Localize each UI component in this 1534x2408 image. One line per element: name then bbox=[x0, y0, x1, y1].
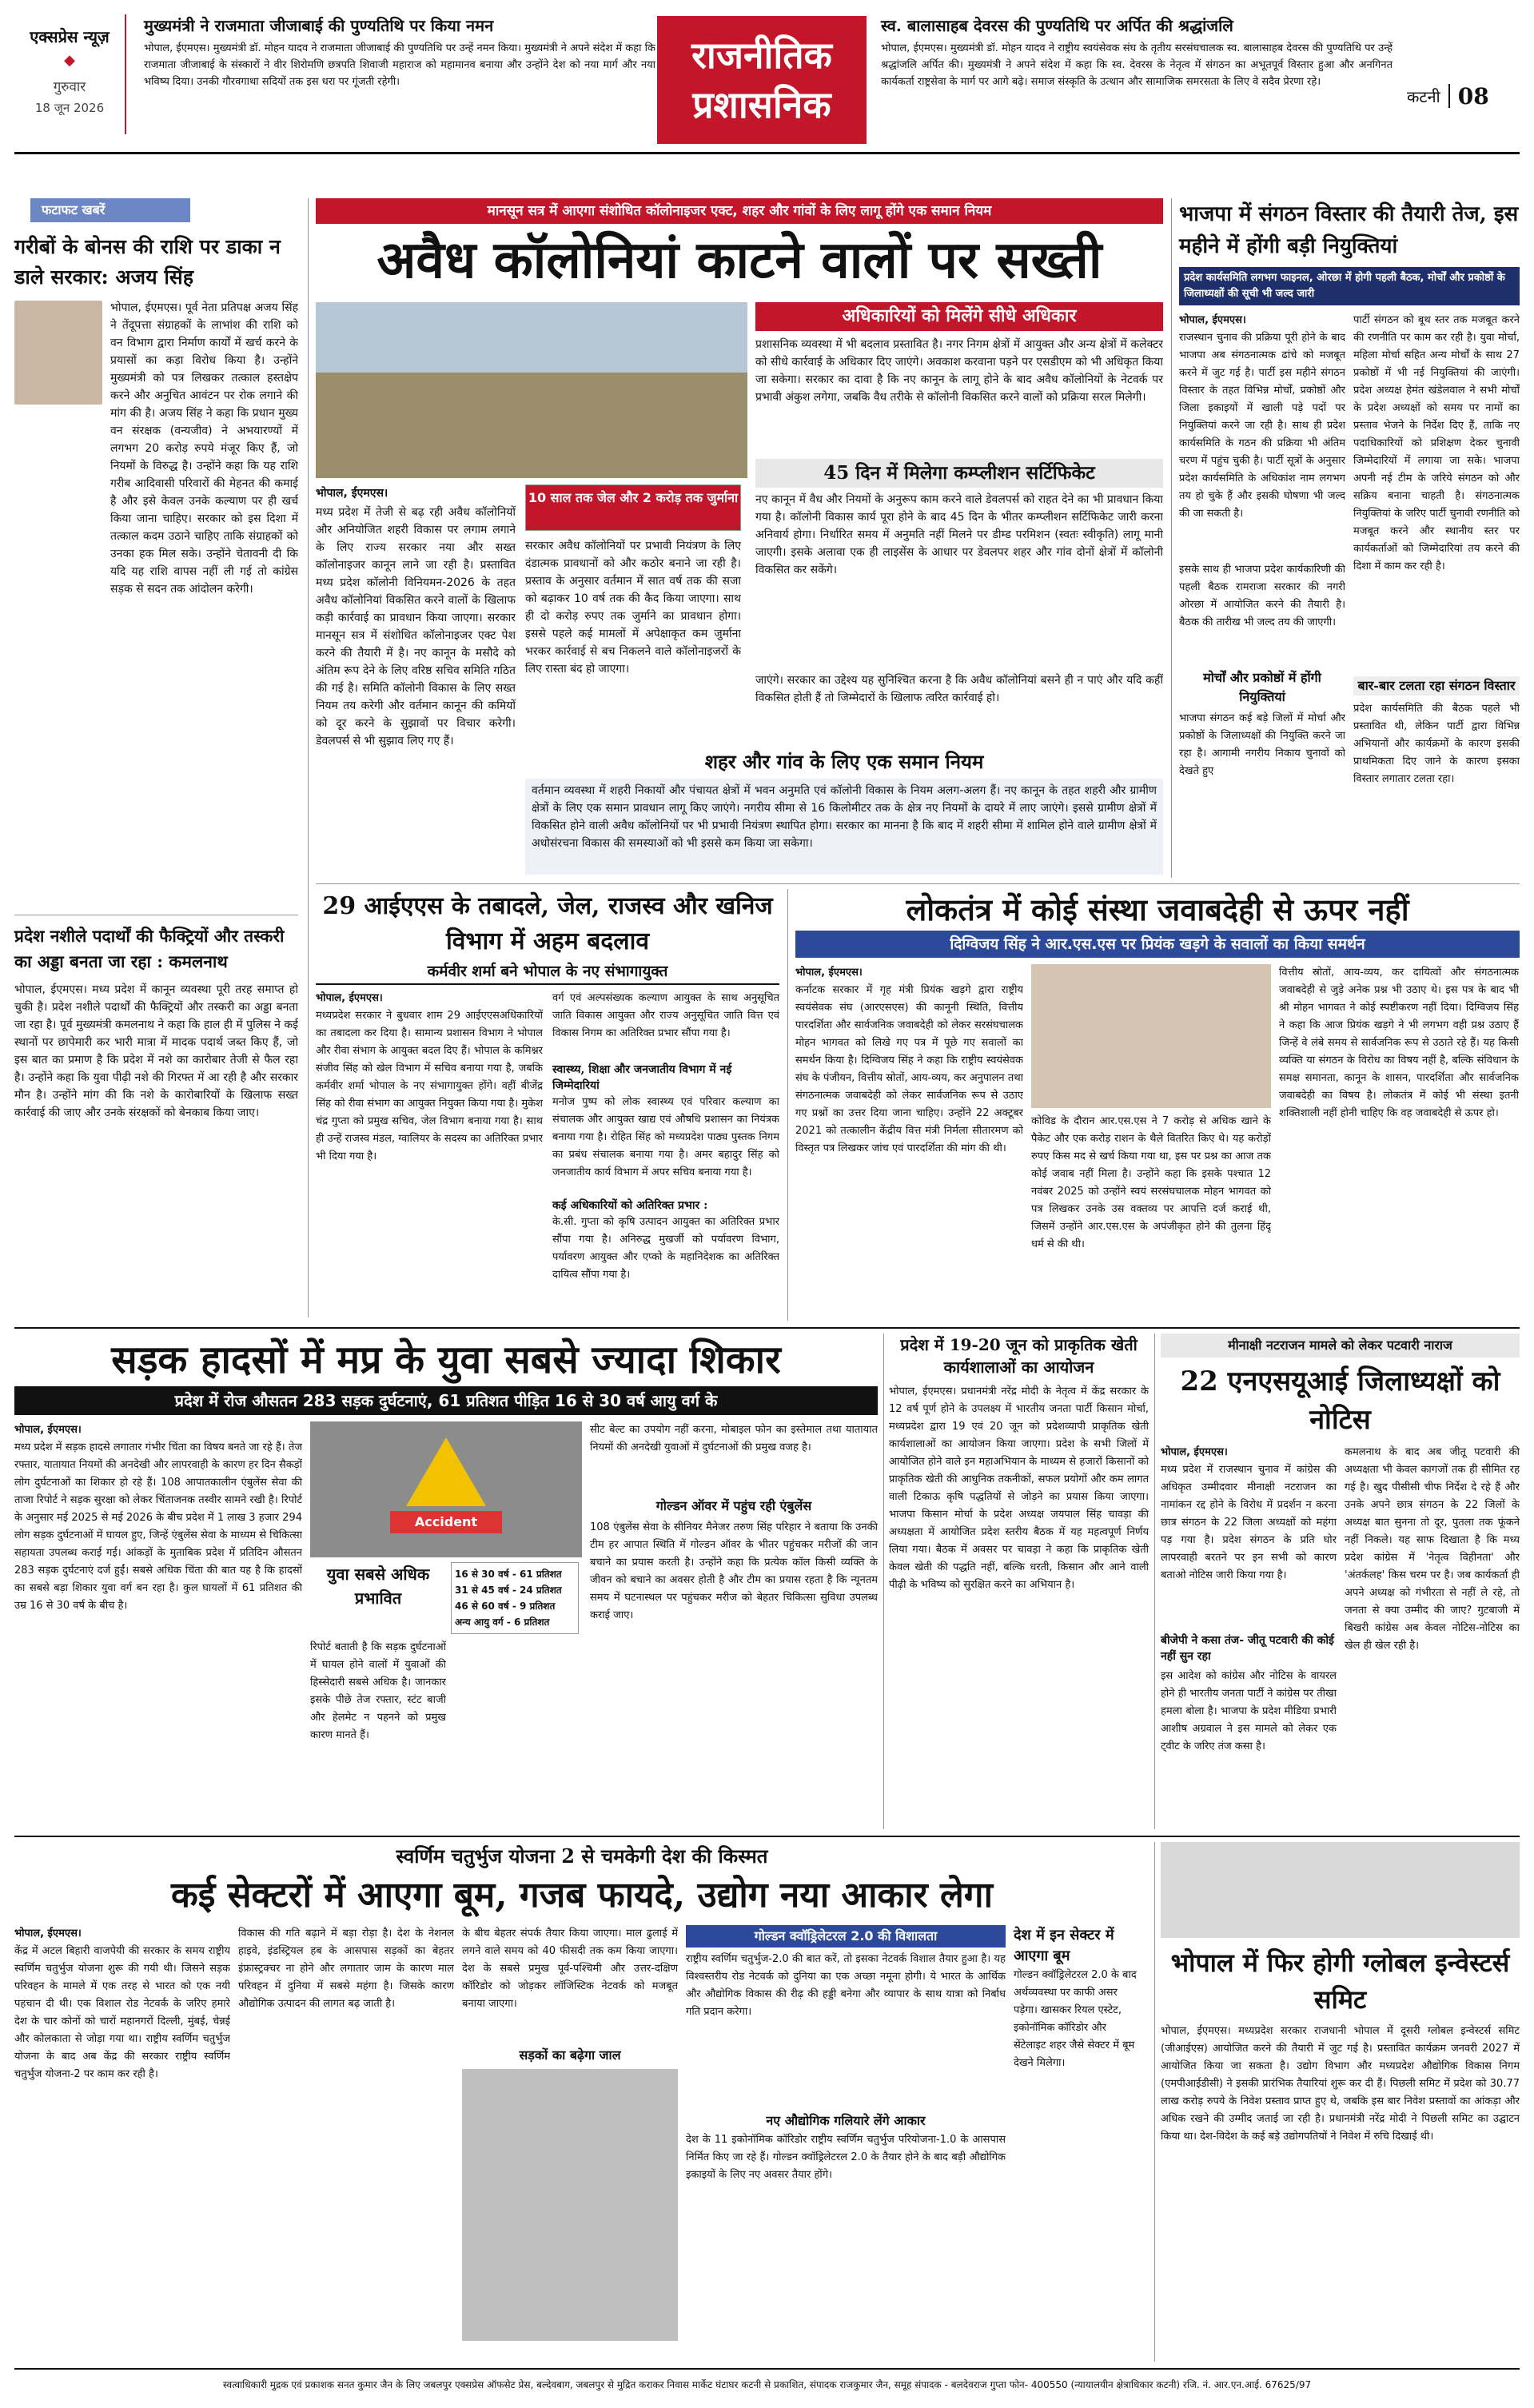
summit-photo bbox=[1161, 1842, 1520, 1938]
gq-col1: केंद्र में अटल बिहारी वाजपेयी की सरकार के समय राष्ट्रीय स्वर्णिम चतुर्भुज योजना शुरू की गयी थी। जिसने सड़क परिवहन के मामले में एक तरह से भारत को एक नयी पहचान दी थी। एक विशाल रोड नेटवर्क के जरिए हमारे देश के चार कोनों को चारों महानगरों दिल्ली, मुंबई, चेन्नई और कोलकाता से जोड़ा गया था। राष्ट्रीय स्वर्णिम चतुर्भुज योजना के बाद अब केंद्र की सरकार राष्ट्रीय स्वर्णिम चतुर्भुज योजना-2 पर काम कर रही है। bbox=[14, 1945, 230, 2080]
nsui-body1: मध्य प्रदेश में राजस्थान चुनाव में कांग्रेस की अधिकृत उम्मीदवार मीनाक्षी नटराजन का नामांकन रद्द होने के विरोध में प्रदर्शन न करना छात्र संगठन के 22 जिला अध्यक्षों को महंगा पड़ गया है। प्रदेश संगठन के प्रति घोर लापरवाही बरतने पर इन सभी को कारण बताओ नोटिस जारी किया गया है। bbox=[1161, 1464, 1337, 1581]
gq-col2: विकास की गति बढ़ाने में बड़ा रोड़ा है। देश के नेशनल हाइवे, इंडस्ट्रियल हब के आसपास सड़कों का बेहतर इंफ्रास्ट्रक्चर ना होने और लगातार जाम के कारण माल परिवहन में दुनिया में सबसे महंगा है। जिसके कारण औद्योगिक उत्पादन की लागत बढ़ जाती है। bbox=[238, 1928, 454, 2010]
lead-story bbox=[316, 198, 1163, 878]
section-title: राजनीतिक प्रशासनिक bbox=[657, 16, 867, 144]
bjp-deck: प्रदेश कार्यसमिति लगभग फाइनल, ओरछा में होगी पहली बैठक, मोर्चों और प्रकोष्ठों के जिलाध्यक्षों की सूची भी जल्द जारी bbox=[1179, 267, 1520, 305]
lead-sub3-body: वर्तमान व्यवस्था में शहरी निकायों और पंचायत क्षेत्रों में भवन अनुमति एवं कॉलोनी विकास के नियम अलग-अलग हैं। नए कानून के तहत शहरी और ग्रामीण क्षेत्रों के लिए एक समान प्रावधान लागू किए जाएंगे। नगरीय सीमा से 16 किलोमीटर तक के क्षेत्र नए नियमों के दायरे में लाए जाएंगे। इससे ग्रामीण क्षेत्रों में विकसित होने वाली अवैध कॉलोनियों पर भी प्रभावी नियंत्रण स्थापित होगा। सरकार का मानना है कि बाद में शहरी सीमा में शामिल होने वाले ग्रामीण क्षेत्रों में अधोसंरचना विकास की समस्याओं को भी इससे कम किया जा सकेगा। bbox=[525, 779, 1163, 875]
golden-quad-story bbox=[14, 1842, 1150, 2362]
brief-devras bbox=[881, 14, 1393, 134]
farm-body: भोपाल, ईएमएस। प्रधानमंत्री नरेंद्र मोदी के नेतृत्व में केंद्र सरकार के 12 वर्ष पूर्ण होने के उपलक्ष्य में भारतीय जनता पार्टी किसान मोर्चा, मध्यप्रदेश द्वारा 19 एवं 20 जून को प्रदेशव्यापी प्राकृतिक खेती कार्यशालाओं का आयोजन किया जाएगा। प्रदेश के सभी जिलों में आयोजित होने वाले इन महाअभियान के माध्यम से हजारों किसानों को प्राकृतिक खेती की आधुनिक तकनीकों, सफल प्रयोगों और कम लागत वाली टिकाऊ कृषि पद्धतियों से जोड़ने का प्रयास किया जाएगा। भाजपा किसान मोर्चा के प्रदेश अध्यक्ष जयपाल सिंह चावड़ा की अध्यक्षता में आयोजित प्रदेश स्तरीय बैठक में यह महत्वपूर्ण निर्णय लिया गया। बैठक में अवसर पर चावड़ा ने कहा कि प्राकृतिक खेती केवल खेती की पद्धति नहीं, बल्कि धरती, किसान और आने वाली पीढ़ी के भविष्य को सुरक्षित करने का अभियान है। bbox=[889, 1385, 1149, 1591]
colony-plots-photo bbox=[316, 302, 747, 478]
bjp-dateline: भोपाल, ईएमएस। bbox=[1179, 314, 1246, 326]
quick-news-tag: फटाफट खबरें bbox=[30, 198, 190, 222]
nsui-body2: इस आदेश को कांग्रेस और नोटिस के वायरल होने ही भारतीय जनता पार्टी ने कांग्रेस पर तीखा हमला बोला है। भाजपा के प्रदेश मीडिया प्रभारी आशीष अग्रवाल ने इस मामले को लेकर एक ट्वीट के जरिए तंज कसा है। bbox=[1161, 1670, 1337, 1752]
gq-dateline: भोपाल, ईएमएस। bbox=[14, 1928, 82, 1940]
ias-story bbox=[316, 889, 779, 1321]
masthead-rule bbox=[14, 152, 1520, 154]
lead-body1: मध्य प्रदेश में तेजी से बढ़ रही अवैध कॉलोनियों और अनियोजित शहरी विकास पर लगाम लगाने के लिए राज्य सरकार नया और सख्त कॉलोनाइजर कानून लाने जा रही है। प्रस्तावित मध्य प्रदेश कॉलोनी विनियमन-2026 के तहत अवैध कॉलोनियां विकसित करने वालों के खिलाफ कड़ी कार्रवाई का प्रावधान किया जाएगा। सरकार मानसून सत्र में संशोधित कॉलोनाइजर एक्ट पेश करने की तैयारी में है। नए कानून के मसौदे को अंतिम रूप देने के लिए वरिष्ठ सचिव समिति गठित की गई है। समिति कॉलोनी विकास के लिए सख्त नियम तय करेगी और वर्तमान कानून की कमियों को दूर करने के सुझावों पर विचार करेगी। डेवलपर्स से भी सुझाव लिए गए हैं। bbox=[316, 506, 516, 748]
lead-sub2-body: नए कानून में वैध और नियमों के अनुरूप काम करने वाले डेवलपर्स को राहत देने का भी प्रावधान किया गया है। कॉलोनी विकास कार्य पूरा होने के बाद 45 दिन के भीतर कम्प्लीशन सर्टिफिकेट जारी करना अनिवार्य होगा। निर्धारित समय में अनुमति नहीं मिलने पर डीम्ड परमिशन (स्वतः स्वीकृति) लागू मानी जाएगी। इसके अलावा एक ही लाइसेंस के आधार पर डेवलपर शहर और गांव दोनों क्षेत्रों में कॉलोनी विकसित कर सकेंगे। bbox=[755, 493, 1163, 576]
ias-deck: कर्मवीर शर्मा बने भोपाल के नए संभागायुक्त bbox=[316, 959, 779, 985]
bjp-sub1: मोर्चों और प्रकोष्ठों में होंगी नियुक्तियां bbox=[1203, 670, 1321, 704]
gq-col4: राष्ट्रीय स्वर्णिम चतुर्भुज-2.0 की बात करें, तो इसका नेटवर्क विशाल तैयार हुआ है। यह विश्वस्तरीय रोड नेटवर्क को दुनिया का एक अच्छा नमूना होगी। ये भारत के आर्थिक और औद्योगिक विकास की रीढ़ की हड्डी बनेगा और व्यापार के साथ यात्रा को निर्बाध गति प्रदान करेगा। bbox=[686, 1953, 1006, 2018]
accident-label: Accident bbox=[390, 1511, 502, 1533]
page-folio bbox=[1407, 80, 1523, 112]
digvijay-dateline: भोपाल, ईएमएस। bbox=[795, 967, 863, 979]
bjp-story bbox=[1179, 198, 1520, 878]
age-breakdown-box: 16 से 30 वर्ष - 61 प्रतिशत 31 से 45 वर्ष - 24 प्रतिशत 46 से 60 वर्ष - 9 प्रतिशत अन्य आयु वर्ग - 6 प्रतिशत bbox=[451, 1562, 579, 1634]
bjp-sub1-body: भाजपा संगठन कई बड़े जिलों में मोर्चा और प्रकोष्ठों के जिलाध्यक्षों की नियुक्ति करने जा रहा है। आगामी नगरीय निकाय चुनावों को देखते हुए bbox=[1179, 712, 1345, 777]
lead-kicker: मानसून सत्र में आएगा संशोधित कॉलोनाइजर एक्ट, शहर और गांवों के लिए लागू होंगे एक समान नियम bbox=[316, 198, 1163, 224]
bjp-sub2-body: प्रदेश कार्यसमिति की बैठक पहले भी प्रस्तावित थी, लेकिन पार्टी द्वारा विभिन्न अभियानों और कार्यक्रमों के कारण इसकी प्राथमिकता दिए जाने के कारण इसका विस्तार लगातार टलता रहा। bbox=[1353, 703, 1520, 785]
nsui-story bbox=[1161, 1334, 1520, 1829]
diamond-icon: ◆ bbox=[64, 52, 75, 69]
gq-kicker: स्वर्णिम चतुर्भुज योजना 2 से चमकेगी देश की किस्मत bbox=[396, 1844, 768, 1868]
ias-sub1-body: मनोज पुष्प को लोक स्वास्थ्य एवं परिवार कल्याण का संचालक और आयुक्त खाद्य एवं औषधि प्रशासन का नियंत्रक बनाया गया है। रोहित सिंह को मध्यप्रदेश पाठ्य पुस्तक निगम का प्रबंध संचालक बनाया गया है। अमर बहादुर सिंह को जनजातीय कार्य विभाग में अपर सचिव बनाया गया है। bbox=[552, 1096, 779, 1178]
ias-head: 29 आईएएस के तबादले, जेल, राजस्व और खनिज विभाग में अहम बदलाव bbox=[322, 892, 773, 955]
road-body1: मध्य प्रदेश में सड़क हादसे लगातार गंभीर चिंता का विषय बनते जा रहे हैं। तेज रफ्तार, यातायात नियमों की अनदेखी और लापरवाही के कारण हर दिन सैकड़ों लोग दुर्घटनाओं का शिकार हो रहे हैं। 108 आपातकालीन एंबुलेंस सेवा की ताजा रिपोर्ट ने सड़क सुरक्षा को लेकर चिंताजनक तस्वीर सामने रखी है। रिपोर्ट के अनुसार मई 2025 से मई 2026 के बीच प्रदेश में 1 लाख 3 हजार 294 लोग सड़क दुर्घटनाओं में घायल हुए, जिन्हें एंबुलेंस सेवा के माध्यम से चिकित्सा सहायता उपलब्ध कराई गई। आंकड़ों के मुताबिक प्रदेश में प्रतिदिन औसतन 283 सड़क दुर्घटनाएं दर्ज हुईं। सबसे अधिक चिंता की बात यह है कि हादसों का सबसे बड़ा शिकार युवा वर्ग बन रहा है। कुल घायलों में 61 प्रतिशत की उम्र 16 से 30 वर्ष के बीच है। bbox=[14, 1441, 302, 1612]
ias-sub2-body: के.सी. गुप्ता को कृषि उत्पादन आयुक्त का अतिरिक्त प्रभार सौंपा गया है। अनिरुद्ध मुखर्जी को पर्यावरण विभाग, पर्यावरण आयुक्त और एप्को के महानिदेशक का अतिरिक्त दायित्व सौंपा गया है। bbox=[552, 1216, 779, 1281]
nsui-dateline: भोपाल, ईएमएस। bbox=[1161, 1446, 1228, 1458]
nsui-col2: कमलनाथ के बाद अब जीतू पटवारी की अध्यक्षता भी केवल कागजों तक ही सीमित रह गई है। खुद पीसीसी चीफ निर्देश दे रहे हैं और उनके अपने छात्र संगठन के 22 जिलों के अध्यक्ष बात सुनना तो दूर, पुतला तक फूंकने नहीं निकले। यह साफ दिखाता है कि मध्य प्रदेश कांग्रेस में 'नेतृत्व विहीनता' और 'अंतर्कलह' किस चरम पर है। जब कार्यकर्ता ही अपने अध्यक्ष को गंभीरता से नहीं ले रहे, तो जनता से क्या उम्मीद की जाए? गुटबाजी में बिखरी कांग्रेस अब केवल नोटिस-नोटिस का खेल ही खेल रही है। bbox=[1345, 1446, 1520, 1652]
road-sub1-body: 108 एंबुलेंस सेवा के सीनियर मैनेजर तरुण सिंह परिहार ने बताया कि उनकी टीम हर आपात स्थिति में गोल्डन ऑवर के भीतर पहुंचकर मरीजों की जान बचाने का प्रयास करती है। उन्होंने कहा कि प्रत्येक कॉल किसी व्यक्ति के जीवन को बचाने का अवसर होती है और टीम का प्रयास रहता है कि न्यूनतम समय में घटनास्थल पर पहुंचकर मरीज को बेहतर चिकित्सा सुविधा उपलब्ध कराई जाए। bbox=[590, 1521, 878, 1621]
road-photo-caption: युवा सबसे अधिक प्रभावित bbox=[326, 1565, 430, 1608]
nsui-kicker: मीनाक्षी नटराजन मामले को लेकर पटवारी नाराज bbox=[1161, 1334, 1520, 1357]
bjp-sub2: बार-बार टलता रहा संगठन विस्तार bbox=[1353, 676, 1520, 696]
summit-story bbox=[1161, 1842, 1520, 2362]
gq-side-body: गोल्डन क्वॉड्रिलेटरल 2.0 के बाद अर्थव्यवस्था पर काफी असर पड़ेगा। खासकर रियल एस्टेट, इकोनॉमिक कॉरिडोर और सेंटेलाइट शहर जैसे सेक्टर में बूम देखने मिलेगा। bbox=[1014, 1969, 1137, 2069]
lead-headline: अवैध कॉलोनियां काटने वालों पर सख्ती bbox=[377, 230, 1102, 290]
gq-head: कई सेक्टरों में आएगा बूम, गजब फायदे, उद्योग नया आकार लेगा bbox=[171, 1875, 993, 1916]
left-news-column bbox=[14, 198, 298, 1318]
digvijay-head: लोकतंत्र में कोई संस्था जवाबदेही से ऊपर नहीं bbox=[906, 891, 1409, 927]
page-number: 08 bbox=[1457, 82, 1489, 110]
brief-title: स्व. बालासाहब देवरस की पुण्यतिथि पर अर्पित की श्रद्धांजलि bbox=[881, 16, 1233, 35]
farm-story bbox=[889, 1334, 1149, 1829]
lead-sub1-body: प्रशासनिक व्यवस्था में भी बदलाव प्रस्तावित है। नगर निगम क्षेत्रों में आयुक्त और अन्य क्षेत्रों में कलेक्टर को सीधे कार्रवाई के अधिकार दिए जाएंगे। अवकाश करवाना पड़ने पर एसडीएम को भी अधिकृत किया जा सकेगा। सरकार का दावा है कि नए कानून के लागू होने के बाद अवैध कॉलोनियों के नेटवर्क पर प्रभावी अंकुश लगेगा, जबकि वैध तरीके से कॉलोनी विकसित करने वालों को प्रक्रिया सरल मिलेगी। bbox=[755, 338, 1163, 404]
masthead-brand-box bbox=[14, 14, 126, 134]
lead-sub1: अधिकारियों को मिलेंगे सीधे अधिकार bbox=[755, 302, 1163, 331]
ias-col1: मध्यप्रदेश सरकार ने बुधवार शाम 29 आईएएसअधिकारियों का तबादला कर दिया है। सामान्य प्रशासन विभाग ने भोपाल और रीवा संभाग के आयुक्त बदल दिए हैं। भोपाल के कमिश्नर संजीव सिंह को खेल विभाग में सचिव बनाया गया है, जबकि कर्मवीर शर्मा भोपाल के नए संभागायुक्त होंगे। वहीं बीजेंद्र सिंह को रीवा संभाग का आयुक्त नियुक्त किया गया है। मुकेश चंद्र गुप्ता को प्रमुख सचिव, जेल विभाग बनाया गया है। साथ ही उन्हें राजस्व मंडल, ग्वालियर के सदस्य का अतिरिक्त प्रभार भी दिया गया है। bbox=[316, 1010, 543, 1162]
gq-side-head: देश में इन सेक्टर में आएगा बूम bbox=[1014, 1927, 1114, 1964]
road-head: सड़क हादसों में मप्र के युवा सबसे ज्यादा शिकार bbox=[111, 1338, 781, 1382]
farm-head: प्रदेश में 19-20 जून को प्राकृतिक खेती कार्यशालाओं का आयोजन bbox=[900, 1335, 1138, 1377]
summit-head: भोपाल में फिर होगी ग्लोबल इन्वेस्टर्स समिट bbox=[1170, 1948, 1510, 2015]
digvijay-col2: कोविड के दौरान आर.एस.एस ने 7 करोड़ से अधिक खाने के पैकेट और एक करोड़ राशन के थैले वितरित किए थे। यह करोड़ों रुपए किस मद से खर्च किया गया था, इस पर प्रश्न का आज तक कोई जवाब नहीं मिला है। उन्होंने कहा कि इसके पश्चात 12 नवंबर 2025 को उन्होंने स्वयं सरसंघचालक मोहन भागवत को पत्र लिखकर उनके उस वक्तव्य पर आपत्ति दर्ज कराई थी, जिसमें उन्होंने आर.एस.एस के अपंजीकृत होने की तुलना हिंदू धर्म से की थी। bbox=[1031, 1115, 1271, 1250]
ias-col2: वर्ग एवं अल्पसंख्यक कल्याण आयुक्त के साथ अनुसूचित जाति विकास आयुक्त और राज्य अनुसूचित जाति वित्त एवं विकास निगम का अतिरिक्त प्रभार सौंपा गया है। bbox=[552, 992, 779, 1039]
lead-sub3: शहर और गांव के लिए एक समान नियम bbox=[704, 750, 984, 773]
digvijay-deck: दिग्विजय सिंह ने आर.एस.एस पर प्रियंक खड़गे के सवालों का किया समर्थन bbox=[795, 931, 1520, 958]
road-network-photo bbox=[462, 2069, 678, 2341]
gq-col4b: देश के 11 इकोनॉमिक कॉरिडोर राष्ट्रीय स्वर्णिम चतुर्भुज परियोजना-1.0 के आसपास निर्मित किए जा रहे हैं। गोल्डन क्वॉड्रिलेटरल 2.0 के तैयार होने के बाद बड़ी औद्योगिक इकाइयों के लिए नए अवसर तैयार होंगे। bbox=[686, 2134, 1006, 2181]
bjp-head: भाजपा में संगठन विस्तार की तैयारी तेज, इस महीने में होंगी बड़ी नियुक्तियां bbox=[1179, 202, 1519, 258]
brief-body: भोपाल, ईएमएस। मुख्यमंत्री डॉ. मोहन यादव ने राष्ट्रीय स्वयंसेवक संघ के तृतीय सरसंघचालक स्व. बालासाहब देवरस की पुण्यतिथि पर उन्हें श्रद्धांजलि अर्पित की। मुख्यमंत्री ने अपने संदेश में कहा कि स्व. देवरस के नेतृत्व में संगठन का अभूतपूर्व विस्तार हुआ और अनगिनत कार्यकर्ता राष्ट्रसेवा के मार्ग पर आगे बढ़े। समाज संस्कृति के उत्थान और सामाजिक समरसता के लिए वे सदैव प्रेरणा रहे। bbox=[881, 42, 1393, 88]
footer-imprint: स्वत्वाधिकारी मुद्रक एवं प्रकाशक सनत कुमार जैन के लिए जबलपुर एक्सप्रेस ऑफसेट प्रेस, बल्देवबाग, जबलपुर से मुद्रित कराकर निवास मार्केट घंटाघर कटनी से प्रकाशित, संपादक राजकुमार जैन, समूह संपादक - बलदेवराज गुप्ता फोन- 400550 (न्यायालयीन क्षेत्राधिकार कटनी) रजि. नं. आर.एन.आई. 67625/97 bbox=[222, 2379, 1312, 2390]
road-body2: रिपोर्ट बताती है कि सड़क दुर्घटनाओं में घायल होने वालों में युवाओं की हिस्सेदारी सबसे अधिक है। जानकार इसके पीछे तेज रफ्तार, स्टंट बाजी और हेलमेट न पहनने को प्रमुख कारण मानते हैं। bbox=[310, 1641, 446, 1741]
gq-col3: के बीच बेहतर संपर्क तैयार किया जाएगा। माल ढुलाई में लगने वाले समय को 40 फीसदी तक कम किया जाएगा। देश के सबसे प्रमुख पूर्व-पश्चिमी और उत्तर-दक्षिण कॉरिडोर को जोड़कर लॉजिस्टिक नेटवर्क को मजबूत बनाया जाएगा। bbox=[462, 1928, 678, 2010]
road-deck: प्रदेश में रोज औसतन 283 सड़क दुर्घटनाएं, 61 प्रतिशत पीड़ित 16 से 30 वर्ष आयु वर्ग के bbox=[14, 1386, 878, 1415]
lead-sub2: 45 दिन में मिलेगा कम्प्लीशन सर्टिफिकेट bbox=[755, 459, 1163, 488]
digvijay-photo bbox=[1031, 964, 1271, 1108]
lead-dateline: भोपाल, ईएमएस। bbox=[316, 487, 388, 500]
story-ajay-singh-body: भोपाल, ईएमएस। पूर्व नेता प्रतिपक्ष अजय सिंह ने तेंदूपत्ता संग्राहकों के लाभांश की राशि को वन विभाग द्वारा निर्माण कार्यों में खर्च करने के प्रयासों का कड़ा विरोध किया है। उन्होंने मुख्यमंत्री को पत्र लिखकर तत्काल हस्तक्षेप करने और अनुचित आवंटन पर रोक लगाने की मांग की है। अजय सिंह ने कहा कि प्रधान मुख्य वन संरक्षक (वन्यजीव) ने अभयारण्यों में लगभग 20 करोड़ रुपये मंजूर किए हैं, जो नियमों के विरुद्ध है। उन्होंने कहा कि यह राशि गरीब आदिवासी परिवारों की मेहनत की कमाई है और इसे केवल उनके कल्याण पर ही खर्च किया जाना चाहिए। सरकार को इस दिशा में तत्काल कदम उठाने चाहिए ताकि संग्राहकों को उनका हक मिल सके। उन्होंने चेतावनी दी कि यदि यह राशि वापस नहीं ली गई तो कांग्रेस सड़क से सदन तक आंदोलन करेगी। bbox=[110, 301, 298, 596]
ajay-singh-photo bbox=[14, 301, 102, 405]
brief-body: भोपाल, ईएमएस। मुख्यमंत्री डॉ. मोहन यादव ने राजमाता जीजाबाई की पुण्यतिथि पर उन्हें नमन किया। मुख्यमंत्री ने अपने संदेश में कहा कि राजमाता जीजाबाई के संस्कारों ने वीर शिरोमणि छत्रपति शिवाजी महाराज को महामानव बनाया और उन्होंने देश को नया मार्ग और नया भविष्य दिया। उनकी गौरवगाथा सदियों तक इस धरा पर गूंजती रहेगी। bbox=[144, 42, 655, 88]
road-dateline: भोपाल, ईएमएस। bbox=[14, 1424, 82, 1436]
nsui-head: 22 एनएसयूआई जिलाध्यक्षों को नोटिस bbox=[1180, 1365, 1500, 1436]
lead-body3: जाएंगे। सरकार का उद्देश्य यह सुनिश्चित करना है कि अवैध कॉलोनियां बसने ही न पाएं और यदि कहीं विकसित होती हैं तो जिम्मेदारों के खिलाफ त्वरित कार्रवाई हो। bbox=[755, 674, 1163, 704]
story-kamalnath-body: भोपाल, ईएमएस। मध्य प्रदेश में कानून व्यवस्था पूरी तरह समाप्त हो चुकी है। प्रदेश नशीले पदार्थों की फैक्ट्रियों और तस्करी का अड्डा बनता जा रहा है। पूर्व मुख्यमंत्री कमलनाथ ने कहा कि हाल ही में पुलिस ने कई स्थानों पर छापेमारी कर भारी मात्रा में मादक पदार्थ जब्त किए हैं, जो इस बात का प्रमाण है कि प्रदेश में नशे का कारोबार तेजी से फैल रहा है। उन्होंने कहा कि युवा पीढ़ी नशे की गिरफ्त में आ रही है और सरकार मौन है। उन्होंने मांग की कि नशे के कारोबारियों के खिलाफ सख्त कार्रवाई की जाए और उनके संरक्षकों को बेनकाब किया जाए। bbox=[14, 983, 298, 1119]
bjp-body2: इसके साथ ही भाजपा प्रदेश कार्यकारिणी की पहली बैठक रामराजा सरकार की नगरी ओरछा में आयोजित करने की तैयारी है। बैठक की तारीख भी जल्द तय की जाएगी। bbox=[1179, 564, 1345, 628]
issue-date: 18 जून 2026 bbox=[34, 101, 105, 115]
accident-photo bbox=[310, 1421, 582, 1557]
issue-day: गुरुवार bbox=[53, 79, 86, 95]
summit-body: भोपाल, ईएमएस। मध्यप्रदेश सरकार राजधानी भोपाल में दूसरी ग्लोबल इन्वेस्टर्स समिट (जीआईएस) आयोजित करने की तैयारी में जुट गई है। प्रस्तावित कार्यक्रम जनवरी 2027 में आयोजित किया जा सकता है। उद्योग विभाग और मध्यप्रदेश औद्योगिक विकास निगम (एमपीआईडीसी) ने इसकी प्रारंभिक तैयारियां शुरू कर दी हैं। पिछली समिट में प्रदेश को 30.77 लाख करोड़ रुपये के निवेश प्रस्ताव प्राप्त हुए थे, जबकि इस बार निवेश प्रस्तावों का आंकड़ा और अधिक रखने की उम्मीद जताई जा रही है। प्रधानमंत्री नरेंद्र मोदी ने पिछली समिट का उद्घाटन किया था। देश-विदेश के कई बड़े उद्योगपतियों ने निवेश में रुचि दिखाई थी। bbox=[1161, 2025, 1520, 2143]
road-story bbox=[14, 1334, 878, 1829]
ias-sub2: कई अधिकारियों को अतिरिक्त प्रभार : bbox=[552, 1199, 708, 1212]
nsui-sub1: बीजेपी ने कसा तंज- जीतू पटवारी की कोई नहीं सुन रहा bbox=[1161, 1634, 1334, 1663]
digvijay-story bbox=[795, 889, 1520, 1321]
brand-name: एक्सप्रेस न्यूज़ bbox=[30, 27, 110, 46]
ias-sub1: स्वास्थ्य, शिक्षा और जनजातीय विभाग में नई जिम्मेदारियां bbox=[552, 1063, 732, 1092]
digvijay-col1: कर्नाटक सरकार में गृह मंत्री प्रियंक खड़गे द्वारा राष्ट्रीय स्वयंसेवक संघ (आरएसएस) की कानूनी स्थिति, वित्तीय पारदर्शिता और सार्वजनिक जवाबदेही को लेकर सरसंघचालक मोहन भागवत को लिखे गए पत्र में पूछे गए सवालों का समर्थन किया है। दिग्विजय सिंह ने कहा कि राष्ट्रीय स्वयंसेवक संघ के पंजीयन, वित्तीय स्रोतों, आय-व्यय, कर अनुपालन तथा संगठनात्मक जवाबदेही को लेकर सार्वजनिक रूप से उठाए गए प्रश्नों का उत्तर दिया जाना चाहिए। उन्होंने 22 अक्टूबर 2021 को तत्कालीन केंद्रीय वित्त मंत्री निर्मला सीतारमण को विस्तृत पत्र लिखकर जांच एवं पारदर्शिता की मांग की थी। bbox=[795, 984, 1023, 1154]
fine-box: 10 साल तक जेल और 2 करोड़ तक जुर्माना bbox=[525, 484, 741, 531]
warning-icon bbox=[406, 1437, 486, 1506]
gq-sub3: नए औद्योगिक गलियारे लेंगे आकार bbox=[766, 2113, 926, 2128]
ias-dateline: भोपाल, ईएमएस। bbox=[316, 992, 383, 1004]
bjp-col2: पार्टी संगठन को बूथ स्तर तक मजबूत करने की रणनीति पर काम कर रही है। युवा मोर्चा, महिला मोर्चा सहित अन्य मोर्चों के साथ 27 प्रकोष्ठों में भी नई नियुक्तियां की जाएंगी। प्रदेश अध्यक्ष हेमंत खंडेलवाल ने सभी मोर्चों के प्रदेश अध्यक्षों को समय पर नामों का प्रस्ताव भेजने के निर्देश दिए हैं, ताकि नए पदाधिकारियों को प्रशिक्षण देकर चुनावी जिम्मेदारियों में लगाया जा सके। भाजपा अपनी नई टीम के जरिये संगठन को और सक्रिय बनाना चाहती है। संगठनात्मक नियुक्तियां के जरिए पार्टी चुनावी रणनीति को मजबूत करने और स्थानीय स्तर पर कार्यकर्ताओं को जिम्मेदारियां तय करने की दिशा में काम कर रही है। bbox=[1353, 314, 1520, 572]
story-ajay-singh-head: गरीबों के बोनस की राशि पर डाका न डाले सरकार: अजय सिंह bbox=[14, 235, 281, 289]
digvijay-col3: वित्तीय स्रोतों, आय-व्यय, कर दायित्वों और संगठनात्मक जवाबदेही से जुड़े अनेक प्रश्न भी उठाए थे। इस पत्र के बाद भी श्री मोहन भागवत ने कोई स्पष्टीकरण नहीं दिया। दिग्विजय सिंह ने कहा कि आज प्रियंक खड़गे ने भी लगभग वही प्रश्न उठाए हैं जिन्हें वे लंबे समय से सार्वजनिक रूप से उठाते रहे हैं। यह किसी व्यक्ति या संगठन के विरोध का विषय नहीं है, बल्कि संविधान के समक्ष समानता, कानून के शासन, पारदर्शिता और सार्वजनिक जवाबदेही का विषय है। लोकतंत्र में कोई भी संस्था इतनी शक्तिशाली नहीं होनी चाहिए कि वह जवाबदेही से ऊपर हो। bbox=[1279, 967, 1519, 1119]
bjp-body1: राजस्थान चुनाव की प्रक्रिया पूरी होने के बाद भाजपा अब संगठनात्मक ढांचे को मजबूत करने में जुट गई है। पार्टी इस महीने संगठन विस्तार के तहत विभिन्न मोर्चों, प्रकोष्ठों और जिला इकाइयों में खाली पड़े पदों पर नियुक्तियां करने जा रही है। साथ ही प्रदेश कार्यसमिति के गठन की प्रक्रिया भी अंतिम चरण में पहुंच चुकी है। पार्टी सूत्रों के अनुसार प्रदेश कार्यसमिति के अधिकांश नाम लगभग तय हो चुके हैं और इसकी घोषणा भी जल्द की जा सकती है। bbox=[1179, 332, 1345, 520]
story-kamalnath-head: प्रदेश नशीले पदार्थों की फैक्ट्रियों और तस्करी का अड्डा बनता जा रहा : कमलनाथ bbox=[14, 926, 285, 971]
brief-title: मुख्यमंत्री ने राजमाता जीजाबाई की पुण्यतिथि पर किया नमन bbox=[144, 16, 494, 35]
road-sub1: गोल्डन ऑवर में पहुंच रही एंबुलेंस bbox=[655, 1498, 812, 1513]
gq-sub1: सड़कों का बढ़ेगा जाल bbox=[519, 2047, 621, 2063]
brief-cm-jijabai bbox=[144, 14, 655, 134]
road-body3: सीट बेल्ट का उपयोग नहीं करना, मोबाइल फोन का इस्तेमाल तथा यातायात नियमों की अनदेखी युवाओं में दुर्घटनाओं की प्रमुख वजह है। bbox=[590, 1424, 878, 1453]
city-name: कटनी bbox=[1407, 86, 1440, 106]
lead-body2: सरकार अवैध कॉलोनियों पर प्रभावी नियंत्रण के लिए दंडात्मक प्रावधानों को और कठोर बनाने जा रही है। प्रस्ताव के अनुसार वर्तमान में सात वर्ष तक की सजा को बढ़ाकर 10 वर्ष तक की कैद किया जाएगा। साथ ही दो करोड़ रुपए तक जुर्माने का प्रावधान होगा। इससे पहले कई मामलों में अपेक्षाकृत कम जुर्माना भरकर कार्रवाई से बच निकलने वाले कॉलोनाइजरों के लिए रास्ता बंद हो जाएगा। bbox=[525, 540, 741, 676]
gq-sub2: गोल्डन क्वॉड्रिलेटरल 2.0 की विशालता bbox=[686, 1925, 1006, 1948]
